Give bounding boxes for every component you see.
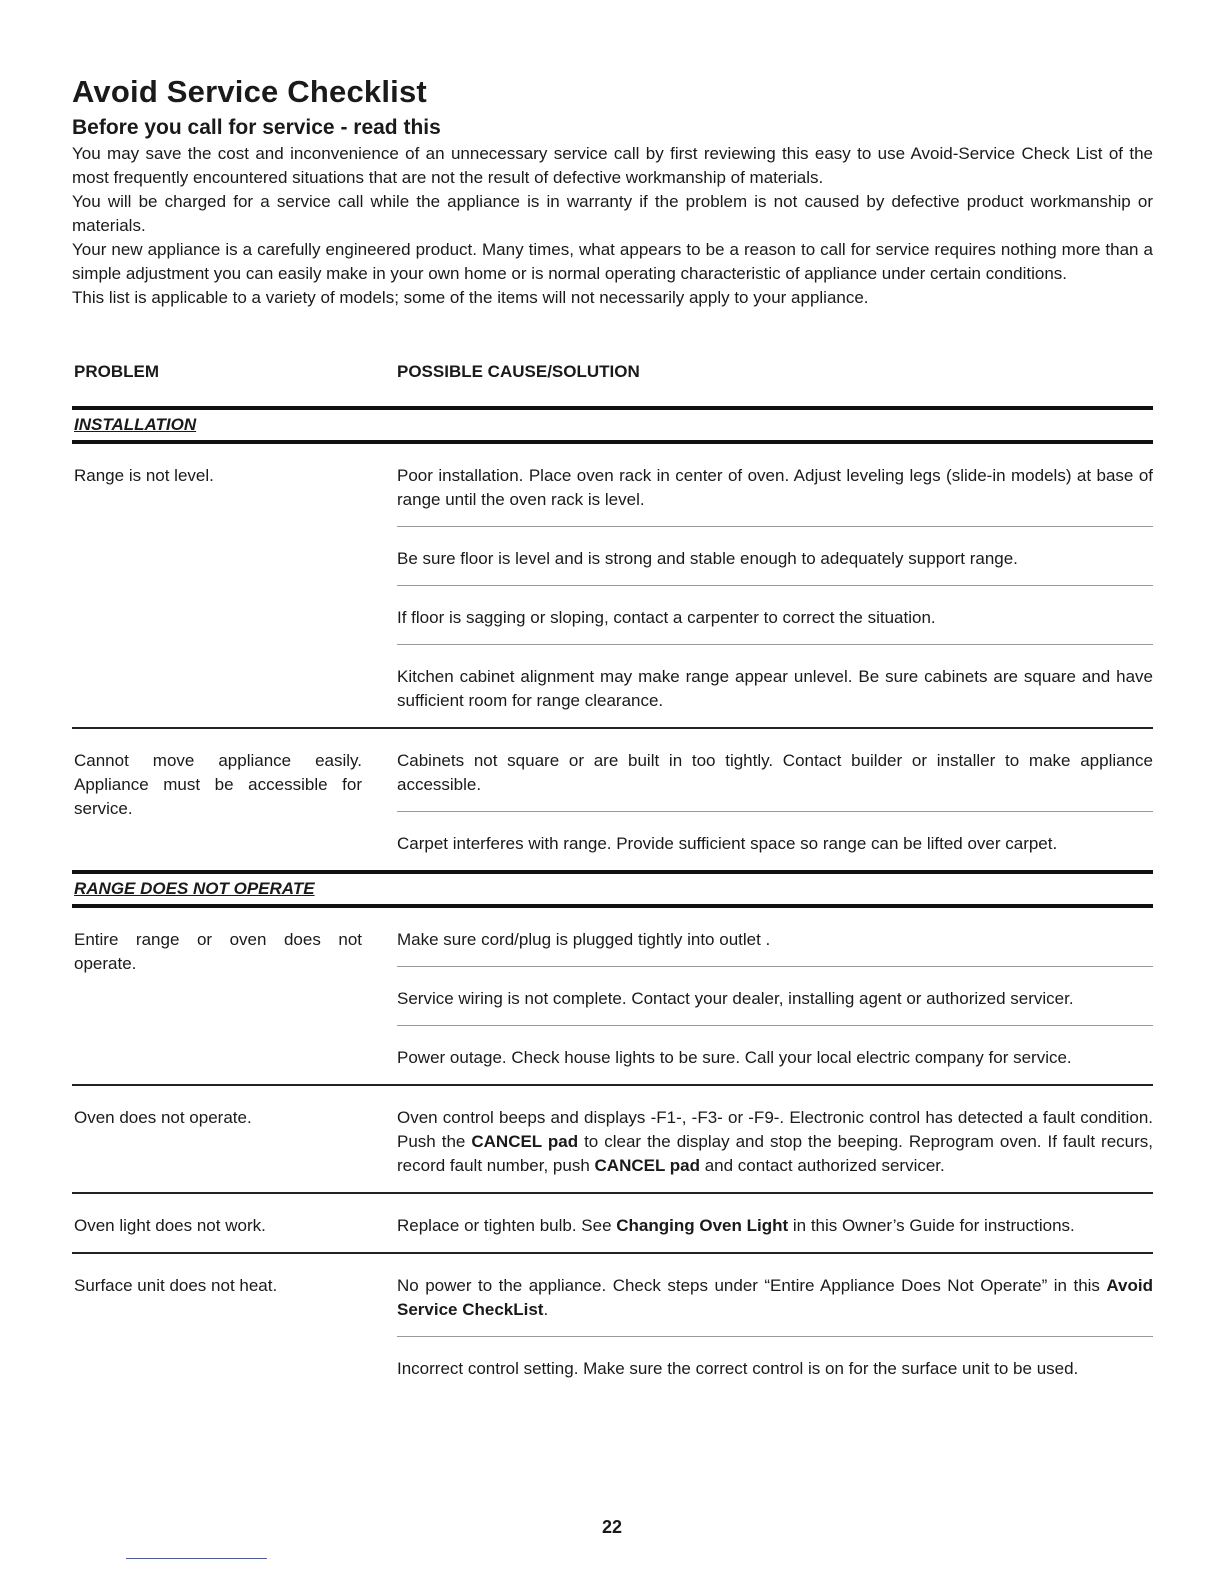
problem-text: Oven does not operate.	[74, 1108, 252, 1127]
page-title: Avoid Service Checklist	[72, 74, 427, 109]
intro-paragraph: Your new appliance is a carefully engineered product. Many times, what appears to be a reason to call for service requires nothing more than a simple adjustment you can easily make in your own home or is normal operating characteristic of appliance under certain conditions.	[72, 240, 1153, 283]
solution-item	[397, 1254, 1153, 1336]
solution-list	[397, 444, 1153, 727]
solution-item: Cabinets not square or are built in too tightly. Contact builder or installer to make appliance accessible.	[397, 751, 1153, 794]
solution-item: If floor is sagging or sloping, contact a carpenter to correct the situation.	[397, 585, 1153, 644]
solution-item: Make sure cord/plug is plugged tightly into outlet .	[397, 930, 771, 949]
page-subtitle: Before you call for service - read this	[72, 116, 441, 139]
solution-text: Replace or tighten bulb. See	[397, 1216, 617, 1235]
problem-text: Range is not level.	[74, 466, 214, 485]
table-row	[72, 444, 1153, 727]
oven-light-reference: Changing Oven Light	[616, 1216, 789, 1235]
solution-item: Poor installation. Place oven rack in center of oven. Adjust leveling legs (slide-in models) at base of range until the oven rack is level.	[397, 466, 1153, 509]
solution-text: Oven control beeps and displays -F1-, -F3- or -F9-. Electronic control has detected a fault condition. Push the	[397, 1108, 1153, 1151]
intro-paragraph: You may save the cost and inconvenience of an unnecessary service call by first reviewing this easy to use Avoid-Service Check List of the most frequently encountered situations that are not the result of defective workmanship of materials.	[72, 144, 1153, 187]
solution-text: and contact authorized servicer.	[700, 1156, 945, 1175]
page-number: 22	[601, 1517, 623, 1537]
solution-list	[397, 1254, 1153, 1395]
section-range-does-not-operate	[72, 870, 1153, 1395]
solution-item: Carpet interferes with range. Provide sufficient space so range can be lifted over carpet.	[397, 811, 1153, 870]
table-row	[72, 908, 1153, 1084]
problem-text: Oven light does not work.	[74, 1216, 266, 1235]
solution-item: Be sure floor is level and is strong and stable enough to adequately support range.	[397, 526, 1153, 585]
solution-list	[397, 1086, 1153, 1192]
table-row	[72, 1252, 1153, 1395]
problem-text: Surface unit does not heat.	[74, 1276, 278, 1295]
intro-text	[72, 142, 1153, 310]
cancel-pad-emphasis: CANCEL pad	[594, 1156, 700, 1175]
section-heading: RANGE DOES NOT OPERATE	[72, 870, 1153, 908]
intro-paragraph: You will be charged for a service call while the appliance is in warranty if the problem is not caused by defective product workmanship or materials.	[72, 192, 1153, 235]
checklist-table	[72, 406, 1153, 1395]
section-heading: INSTALLATION	[72, 406, 1153, 444]
solution-column-header: POSSIBLE CAUSE/SOLUTION	[397, 362, 640, 381]
solution-item: Service wiring is not complete. Contact your dealer, installing agent or authorized servicer.	[397, 966, 1153, 1025]
solution-list	[397, 908, 1153, 1084]
table-row	[72, 1084, 1153, 1192]
checklist-reference: Avoid Service CheckList	[397, 1276, 1153, 1319]
problem-text: Cannot move appliance easily. Appliance must be accessible for service.	[74, 751, 362, 818]
table-row	[72, 727, 1153, 870]
footer-rule	[126, 1558, 267, 1559]
solution-text: .	[543, 1300, 549, 1319]
solution-item	[397, 1086, 1153, 1192]
solution-item: Kitchen cabinet alignment may make range appear unlevel. Be sure cabinets are square and have sufficient room for range clearance.	[397, 644, 1153, 727]
intro-paragraph: This list is applicable to a variety of models; some of the items will not necessarily apply to your appliance.	[72, 288, 869, 307]
section-installation	[72, 406, 1153, 870]
solution-text: in this Owner’s Guide for instructions.	[788, 1216, 1075, 1235]
table-row	[72, 1192, 1153, 1252]
solution-item	[397, 1194, 1153, 1252]
solution-text: to clear the display and stop the beeping. Reprogram oven. If fault recurs, record fault number, push	[397, 1132, 1153, 1175]
solution-item: Incorrect control setting. Make sure the correct control is on for the surface unit to be used.	[397, 1336, 1153, 1395]
solution-text: No power to the appliance. Check steps under “Entire Appliance Does Not Operate” in this	[397, 1276, 1107, 1295]
problem-column-header: PROBLEM	[74, 362, 159, 381]
page	[72, 72, 1153, 1378]
problem-text: Entire range or oven does not operate.	[74, 930, 362, 973]
solution-list	[397, 729, 1153, 870]
solution-list	[397, 1194, 1153, 1252]
cancel-pad-emphasis: CANCEL pad	[471, 1132, 579, 1151]
solution-item: Power outage. Check house lights to be sure. Call your local electric company for service.	[397, 1025, 1153, 1084]
